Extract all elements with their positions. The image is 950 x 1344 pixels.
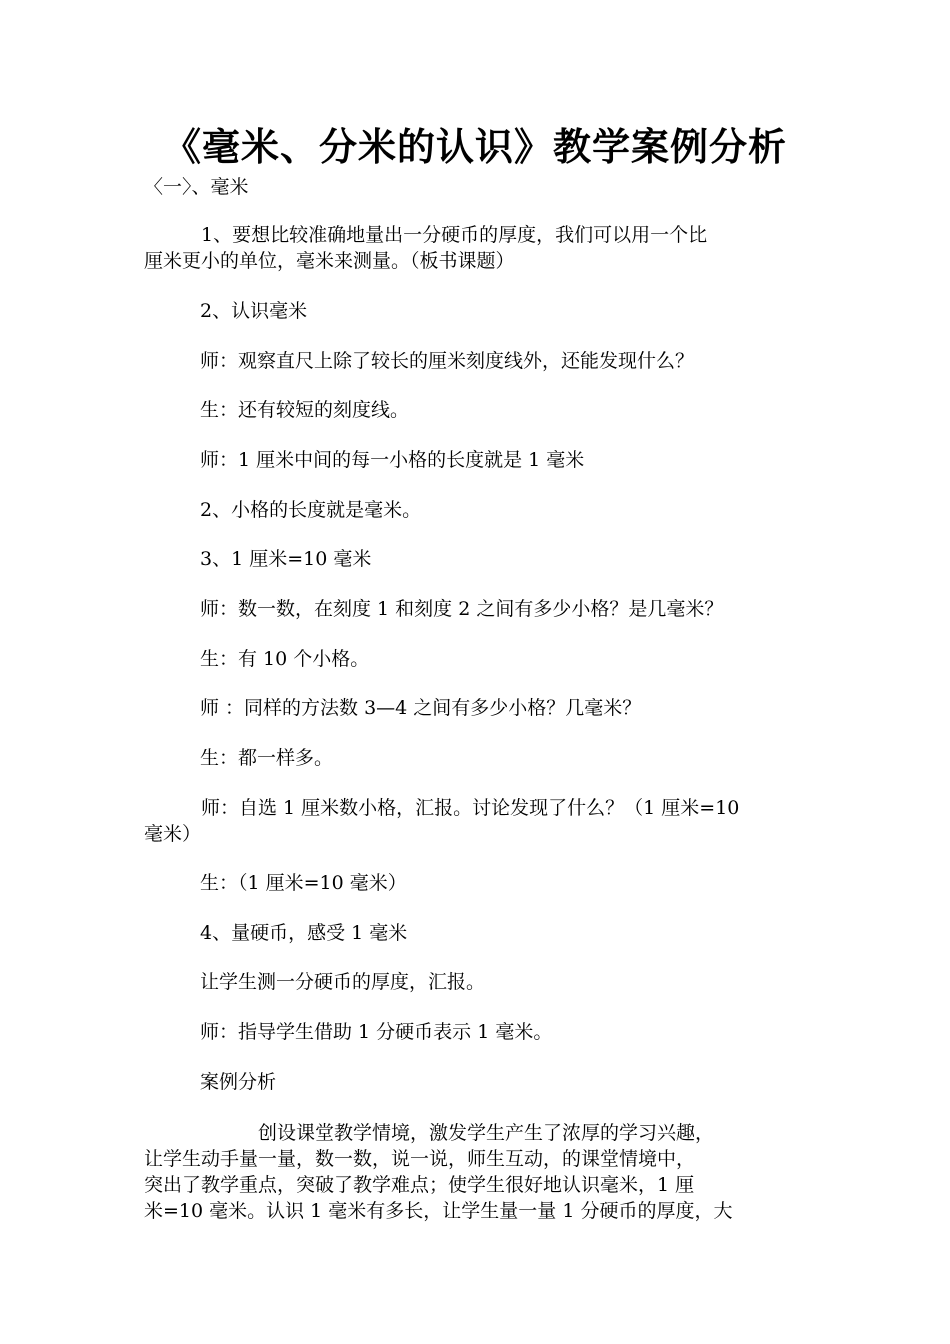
text-line: 4、量硬币，感受 1 毫米 [200,922,408,944]
document-title: 《毫米、分米的认识》教学案例分析 [162,125,787,169]
paragraph-line: 厘米更小的单位，毫米来测量。（板书课题） [144,250,515,272]
paragraph-intro [144,222,808,274]
text-line: 生：还有较短的刻度线。 [200,399,410,421]
paragraph-line: 突出了教学重点，突破了教学难点；使学生很好地认识毫米，1 厘 [144,1174,695,1196]
text-line: 师：1 厘米中间的每一小格的长度就是 1 毫米 [200,449,585,471]
paragraph-line: 1、要想比较准确地量出一分硬币的厚度，我们可以用一个比 [144,224,708,246]
section-label-analysis: 案例分析 [200,1071,277,1093]
paragraph-analysis [144,1120,808,1224]
text-line: 师：指导学生借助 1 分硬币表示 1 毫米。 [200,1021,553,1043]
paragraph-line: 创设课堂教学情境，激发学生产生了浓厚的学习兴趣， [144,1122,715,1144]
paragraph-line: 米=10 毫米。认识 1 毫米有多长，让学生量一量 1 分硬币的厚度，大 [144,1200,733,1222]
text-line: 2、认识毫米 [200,300,308,322]
text-line: 师 ：同样的方法数 3—4 之间有多少小格？几毫米？ [200,697,642,719]
paragraph-line: 毫米） [144,823,202,845]
text-line: 3、1 厘米=10 毫米 [200,548,372,570]
paragraph-line: 师：自选 1 厘米数小格，汇报。讨论发现了什么？（1 厘米=10 [144,797,740,819]
text-line: 生：（1 厘米=10 毫米） [200,872,407,894]
text-line: 生：有 10 个小格。 [200,648,370,670]
paragraph-line: 让学生动手量一量，数一数，说一说，师生互动，的课堂情境中， [144,1148,696,1170]
text-line: 2、小格的长度就是毫米。 [200,499,422,521]
text-line: 让学生测一分硬币的厚度，汇报。 [200,971,486,993]
text-line: 生：都一样多。 [200,747,334,769]
section-heading: 〈一〉、毫米 [144,176,249,198]
text-line: 师：数一数，在刻度 1 和刻度 2 之间有多少小格？是几毫米？ [200,598,724,620]
text-line: 师：观察直尺上除了较长的厘米刻度线外，还能发现什么？ [200,350,695,372]
paragraph-discussion [144,795,808,847]
